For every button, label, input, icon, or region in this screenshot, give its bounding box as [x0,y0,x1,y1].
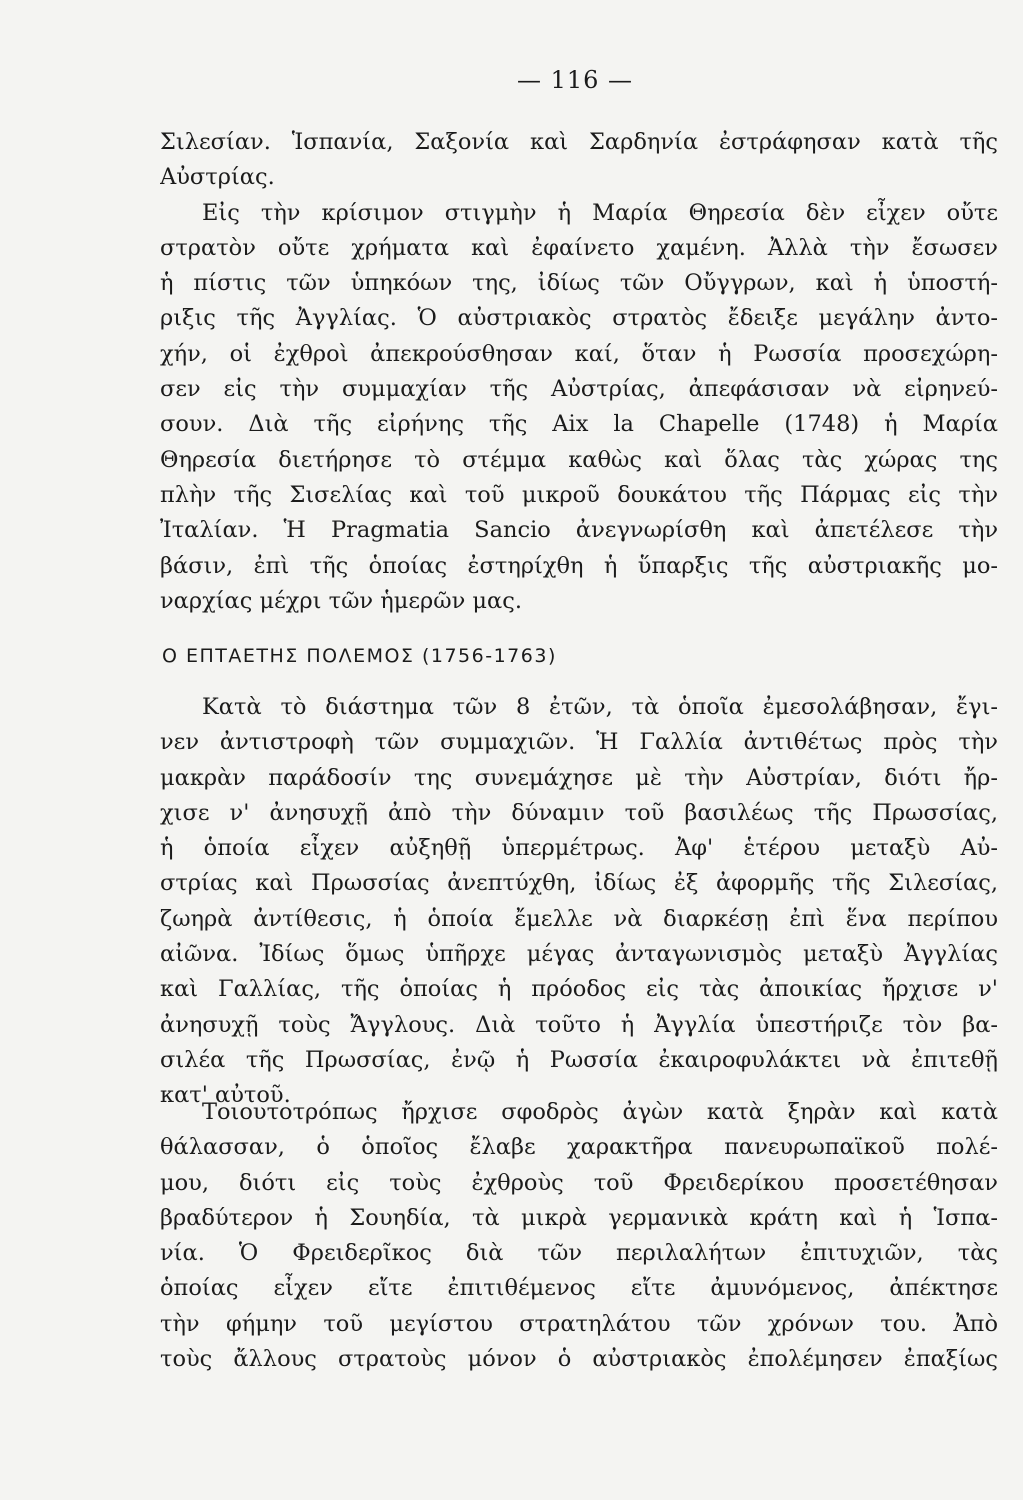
text-line: βραδύτερον ἡ Σουηδία, τὰ μικρὰ γερμανικὰ κράτη καὶ ἡ Ἱσπα- [160,1204,998,1231]
text-line: ἡ πίστις τῶν ὑπηκόων της, ἰδίως τῶν Οὔγγρων, καὶ ἡ ὑποστή- [160,270,998,297]
text-line: αἰῶνα. Ἰδίως ὅμως ὑπῆρχε μέγας ἀνταγωνισμὸς μεταξὺ Ἀγγλίας [160,941,998,968]
text-line: στρατὸν οὔτε χρήματα καὶ ἐφαίνετο χαμένη. Ἀλλὰ τὴν ἔσωσεν [160,234,998,261]
paragraph-2 [160,690,998,1114]
text-line: μου, διότι εἰς τοὺς ἐχθροὺς τοῦ Φρειδερίκου προσετέθησαν [160,1169,998,1196]
text-line: ζωηρὰ ἀντίθεσις, ἡ ὁποία ἔμελλε νὰ διαρκέσῃ ἐπὶ ἕνα περίπου [160,905,998,932]
paragraph-1 [160,125,998,619]
text-line: Θηρεσία διετήρησε τὸ στέμμα καθὼς καὶ ὅλας τὰς χώρας της [160,446,998,473]
text-line: σεν εἰς τὴν συμμαχίαν τῆς Αὐστρίας, ἀπεφάσισαν νὰ εἰρηνεύ- [160,376,998,403]
text-line: τὴν φήμην τοῦ μεγίστου στρατηλάτου τῶν χρόνων του. Ἀπὸ [160,1310,998,1337]
text-line: Ἰταλίαν. Ἡ Pragmatia Sancio ἀνεγνωρίσθη καὶ ἀπετέλεσε τὴν [160,517,998,544]
text-line: θάλασσαν, ὁ ὁποῖος ἔλαβε χαρακτῆρα πανευρωπαϊκοῦ πολέ- [160,1134,998,1161]
text-line: ναρχίας μέχρι τῶν ἡμερῶν μας. [160,587,522,614]
text-line: βάσιν, ἐπὶ τῆς ὁποίας ἐστηρίχθη ἡ ὕπαρξις τῆς αὐστριακῆς μο- [160,552,998,579]
text-line: καὶ Γαλλίας, τῆς ὁποίας ἡ πρόοδος εἰς τὰς ἀποικίας ἤρχισε ν' [160,976,998,1003]
text-line: ἀνησυχῇ τοὺς Ἄγγλους. Διὰ τοῦτο ἡ Ἀγγλία ὑπεστήριζε τὸν βα- [160,1011,998,1038]
text-line: Εἰς τὴν κρίσιμον στιγμὴν ἡ Μαρία Θηρεσία δὲν εἶχεν οὔτε [202,199,998,226]
text-line: ὁποίας εἶχεν εἴτε ἐπιτιθέμενος εἴτε ἀμυνόμενος, ἀπέκτησε [160,1275,998,1302]
text-line: χισε ν' ἀνησυχῇ ἀπὸ τὴν δύναμιν τοῦ βασιλέως τῆς Πρωσσίας, [160,799,998,826]
text-line: νεν ἀντιστροφὴ τῶν συμμαχιῶν. Ἡ Γαλλία ἀντιθέτως πρὸς τὴν [160,729,998,756]
section-heading: Ο ΕΠΤΑΕΤΗΣ ΠΟΛΕΜΟΣ (1756-1763) [162,645,557,667]
text-line: πλὴν τῆς Σισελίας καὶ τοῦ μικροῦ δουκάτου τῆς Πάρμας εἰς τὴν [160,481,998,508]
paragraph-3 [160,1095,998,1377]
text-line: σιλέα τῆς Πρωσσίας, ἐνῷ ἡ Ρωσσία ἐκαιροφυλάκτει νὰ ἐπιτεθῇ [160,1046,998,1073]
text-line: Κατὰ τὸ διάστημα τῶν 8 ἐτῶν, τὰ ὁποῖα ἐμεσολάβησαν, ἔγι- [202,694,998,720]
text-line: τοὺς ἄλλους στρατοὺς μόνον ὁ αὐστριακὸς ἐπολέμησεν ἐπαξίως [160,1346,998,1373]
text-line: νία. Ὁ Φρειδερῖκος διὰ τῶν περιλαλήτων ἐπιτυχιῶν, τὰς [160,1240,998,1267]
page-number: — 116 — [516,66,634,94]
text-line: μακρὰν παράδοσίν της συνεμάχησε μὲ τὴν Αὐστρίαν, διότι ἤρ- [160,764,998,791]
text-line: χήν, οἱ ἐχθροὶ ἀπεκρούσθησαν καί, ὅταν ἡ Ρωσσία προσεχώρη- [160,340,998,367]
text-line: ριξις τῆς Ἀγγλίας. Ὁ αὐστριακὸς στρατὸς ἔδειξε μεγάλην ἀντο- [160,305,998,332]
text-line: Αὐστρίας. [160,164,275,191]
text-line: ἡ ὁποία εἶχεν αὐξηθῇ ὑπερμέτρως. Ἀφ' ἑτέρου μεταξὺ Αὐ- [160,835,998,862]
text-line: Τοιουτοτρόπως ἤρχισε σφοδρὸς ἀγὼν κατὰ ξηρὰν καὶ κατὰ [202,1099,998,1125]
text-line: σουν. Διὰ τῆς εἰρήνης τῆς Aix la Chapelle (1748) ἡ Μαρία [160,411,998,438]
text-line: Σιλεσίαν. Ἱσπανία, Σαξονία καὶ Σαρδηνία ἐστράφησαν κατὰ τῆς [160,129,998,155]
text-line: στρίας καὶ Πρωσσίας ἀνεπτύχθη, ἰδίως ἐξ ἀφορμῆς τῆς Σιλεσίας, [160,870,998,897]
text-line: κατ' αὐτοῦ. [160,1082,291,1109]
